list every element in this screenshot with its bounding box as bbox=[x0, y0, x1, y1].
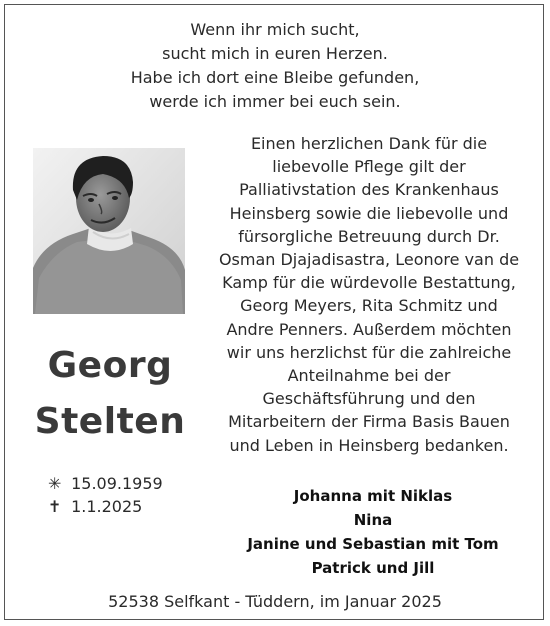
birth-date-row bbox=[48, 474, 188, 493]
thanks-line: und Leben in Heinsberg bedanken. bbox=[229, 435, 509, 455]
thanks-text bbox=[210, 132, 528, 457]
poem bbox=[0, 18, 550, 114]
thanks-line: Osman Djajadisastra, Leonore van de bbox=[218, 250, 520, 270]
thanks-line: fürsorgliche Betreuung durch Dr. bbox=[238, 226, 500, 246]
family-line: Janine und Sebastian mit Tom bbox=[247, 535, 499, 553]
thanks-line: Heinsberg sowie die liebevolle und bbox=[229, 203, 509, 223]
thanks-line: Einen herzlichen Dank für die bbox=[250, 134, 488, 153]
portrait-photo bbox=[33, 148, 185, 314]
family-line: Patrick und Jill bbox=[311, 559, 435, 577]
poem-line: werde ich immer bei euch sein. bbox=[149, 92, 401, 111]
star-icon: ✳ bbox=[48, 474, 62, 493]
family-line: Johanna mit Niklas bbox=[293, 487, 453, 505]
thanks-line: Andre Penners. Außerdem möchten bbox=[226, 319, 512, 339]
poem-line: Habe ich dort eine Bleibe gefunden, bbox=[130, 68, 420, 87]
family-names bbox=[214, 484, 532, 580]
thanks-line: Palliativstation des Krankenhaus bbox=[239, 180, 499, 200]
poem-line: sucht mich in euren Herzen. bbox=[162, 44, 388, 63]
death-date-row bbox=[48, 497, 188, 516]
cross-icon: ✝ bbox=[48, 497, 62, 516]
thanks-line: Mitarbeitern der Firma Basis Bauen bbox=[228, 412, 510, 432]
thanks-line: Geschäftsführung und den bbox=[262, 389, 476, 409]
footer-place-date: 52538 Selfkant - Tüddern, im Januar 2025 bbox=[108, 592, 442, 611]
death-date: 1.1.2025 bbox=[71, 497, 143, 516]
thanks-line: Georg Meyers, Rita Schmitz und bbox=[240, 296, 498, 316]
family-line: Nina bbox=[353, 511, 393, 529]
birth-date: 15.09.1959 bbox=[71, 474, 163, 493]
thanks-line: Anteilnahme bei der bbox=[287, 366, 451, 386]
thanks-line: Kamp für die würdevolle Bestattung, bbox=[222, 273, 516, 293]
thanks-line: liebevolle Pflege gilt der bbox=[272, 157, 466, 177]
poem-line: Wenn ihr mich sucht, bbox=[190, 20, 360, 39]
thanks-line: wir uns herzlichst für die zahlreiche bbox=[226, 342, 512, 362]
last-name: Stelten bbox=[34, 401, 186, 442]
first-name: Georg bbox=[47, 345, 173, 386]
